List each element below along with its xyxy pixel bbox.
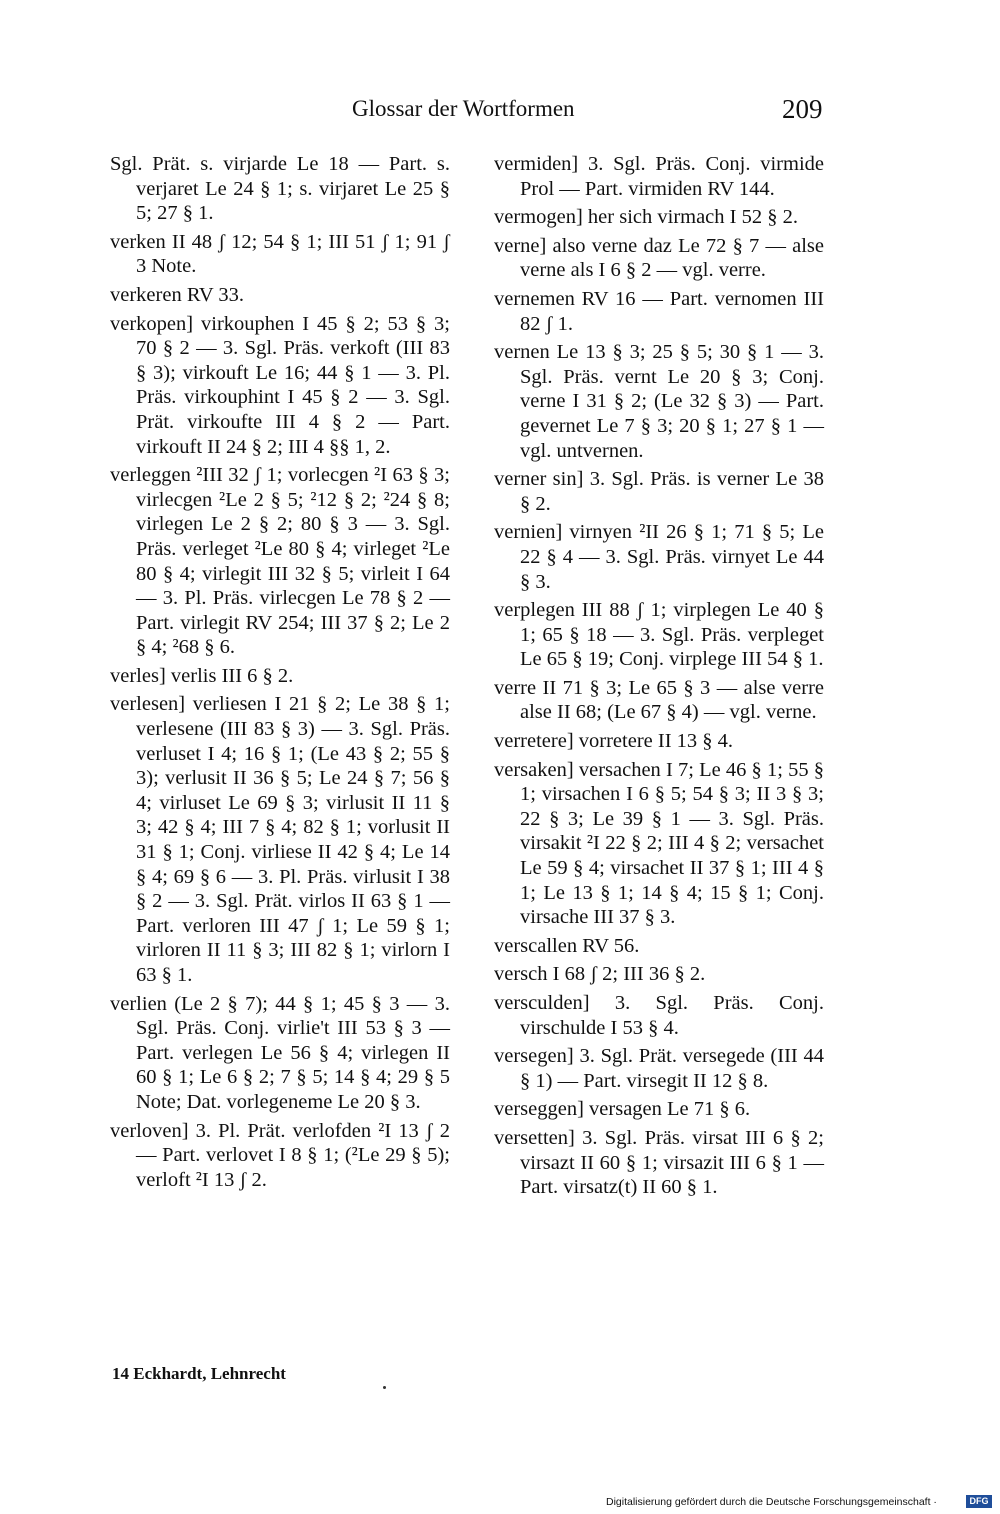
page-number: 209	[782, 94, 823, 124]
glossary-entry: verscallen RV 56.	[494, 934, 640, 957]
glossary-entry: vernen Le 13 § 3; 25 § 5; 30 § 1 — 3. Sgl. Präs. vernt Le 20 § 3; Conj. verne I 31 § 2; (Le 32 § 3) — Part. gevernet Le 7 § 3; 20 § 1; 27 § 1 — vgl. untvernen.	[494, 341, 824, 462]
glossary-entry: verplegen III 88 ʃ 1; virplegen Le 40 § 1; 65 § 18 — 3. Sgl. Präs. verpleget Le 65 § 19; Conj. virplege III 54 § 1.	[494, 599, 824, 671]
glossary-column-right	[494, 152, 824, 1204]
glossary-entry: vermiden] 3. Sgl. Präs. Conj. virmide Prol — Part. virmiden RV 144.	[494, 153, 824, 200]
glossary-entry: vernemen RV 16 — Part. vernomen III 82 ʃ 1.	[494, 287, 824, 335]
glossary-entry: Sgl. Prät. s. virjarde Le 18 — Part. s. verjaret Le 24 § 1; s. virjaret Le 25 § 5; 27 § 1.	[110, 153, 450, 225]
stray-mark	[383, 1386, 386, 1389]
glossary-entry: verseggen] versagen Le 71 § 6.	[494, 1098, 751, 1121]
glossary-entry: verlien (Le 2 § 7); 44 § 1; 45 § 3 — 3. Sgl. Präs. Conj. virlie't III 53 § 3 — Part. verlegen Le 56 § 4; virlegen II 60 § 1; Le 6 § 2; 7 § 5; 14 § 4; 29 § 5 Note; Dat. vorlegeneme Le 20 § 3.	[110, 992, 450, 1113]
glossary-entry: vermogen] her sich virmach I 52 § 2.	[494, 206, 798, 229]
glossary-entry: verken II 48 ʃ 12; 54 § 1; III 51 ʃ 1; 91 ʃ 3 Note.	[110, 230, 450, 278]
glossary-entry: verkopen] virkouphen I 45 § 2; 53 § 3; 70 § 2 — 3. Sgl. Präs. verkoft (III 83 § 3); virkouft Le 16; 44 § 1 — 3. Pl. Präs. virkouphint I 45 § 2 — 3. Sgl. Prät. virkoufte III 4 § 2 — Part. virkouft II 24 § 2; III 4 §§ 1, 2.	[110, 312, 450, 458]
glossary-entry: versegen] 3. Sgl. Prät. versegede (III 44 § 1) — Part. virsegit II 12 § 8.	[494, 1045, 824, 1092]
glossary-column-left	[110, 152, 450, 1196]
glossary-entry: verleggen ²III 32 ʃ 1; vorlecgen ²I 63 § 3; virlecgen ²Le 2 § 5; ²12 § 2; ²24 § 8; virlegen Le 2 § 2; 80 § 3 — 3. Sgl. Präs. verleget ²Le 80 § 4; virleget ²Le 80 § 4; virlegit III 32 § 5; virleit I 64 — 3. Pl. Präs. virlecgen Le 78 § 2 — Part. virlegit RV 254; III 37 § 2; Le 2 § 4; ²68 § 6.	[110, 464, 450, 659]
glossary-entry: verkeren RV 33.	[110, 283, 245, 306]
glossary-entry: verner sin] 3. Sgl. Präs. is verner Le 38 § 2.	[494, 468, 824, 515]
glossary-entry: versch I 68 ʃ 2; III 36 § 2.	[494, 963, 706, 986]
dfg-logo: DFG	[966, 1495, 992, 1508]
glossary-entry: verre II 71 § 3; Le 65 § 3 — alse verre alse II 68; (Le 67 § 4) — vgl. verne.	[494, 676, 824, 724]
glossary-entry: versculden] 3. Sgl. Präs. Conj. virschulde I 53 § 4.	[494, 992, 824, 1039]
glossary-entry: versetten] 3. Sgl. Präs. virsat III 6 § 2; virsazt II 60 § 1; virsazit III 6 § 1 — Part. virsatz(t) II 60 § 1.	[494, 1126, 824, 1199]
glossary-entry: versaken] versachen I 7; Le 46 § 1; 55 § 1; virsachen I 6 § 5; 54 § 3; II 3 § 3; 22 § 3; Le 39 § 1 — 3. Sgl. Präs. virsakit ²I 22 § 2; III 4 § 2; versachet Le 59 § 4; virsachet II 37 § 1; III 4 § 1; Le 13 § 1; 14 § 4; 15 § 1; Conj. virsache III 37 § 3.	[494, 758, 824, 929]
glossary-entry: verlesen] verliesen I 21 § 2; Le 38 § 1; verlesene (III 83 § 3) — 3. Sgl. Präs. verluset I 4; 16 § 1; (Le 43 § 2; 55 § 3); verlusit II 36 § 5; Le 24 § 7; 56 § 4; virluset Le 69 § 3; virlusit II 11 § 3; 42 § 4; III 7 § 4; 82 § 1; vorlusit II 31 § 1; Conj. virliese II 42 § 4; Le 14 § 4; 69 § 6 — 3. Pl. Präs. virlusit I 38 § 2 — 3. Sgl. Prät. virlos II 63 § 1 — Part. verloren III 47 ʃ 1; Le 59 § 1; virloren II 11 § 3; III 82 § 1; virlorn I 63 § 1.	[110, 693, 450, 986]
glossary-entry: verne] also verne daz Le 72 § 7 — alse verne als I 6 § 2 — vgl. verre.	[494, 234, 824, 282]
glossary-entry: verles] verlis III 6 § 2.	[110, 664, 294, 687]
glossary-entry: vernien] virnyen ²II 26 § 1; 71 § 5; Le 22 § 4 — 3. Sgl. Präs. virnyet Le 44 § 3.	[494, 521, 824, 593]
glossary-entry: verretere] vorretere II 13 § 4.	[494, 730, 734, 753]
digitization-footer: Digitalisierung gefördert durch die Deutsche Forschungsgemeinschaft ·	[606, 1496, 937, 1508]
printer-signature: 14 Eckhardt, Lehnrecht	[112, 1364, 286, 1383]
glossary-entry: verloven] 3. Pl. Prät. verlofden ²I 13 ʃ 2 — Part. verlovet I 8 § 1; (²Le 29 § 5); verloft ²I 13 ʃ 2.	[110, 1119, 450, 1191]
running-header-title: Glossar der Wortformen	[352, 96, 575, 121]
